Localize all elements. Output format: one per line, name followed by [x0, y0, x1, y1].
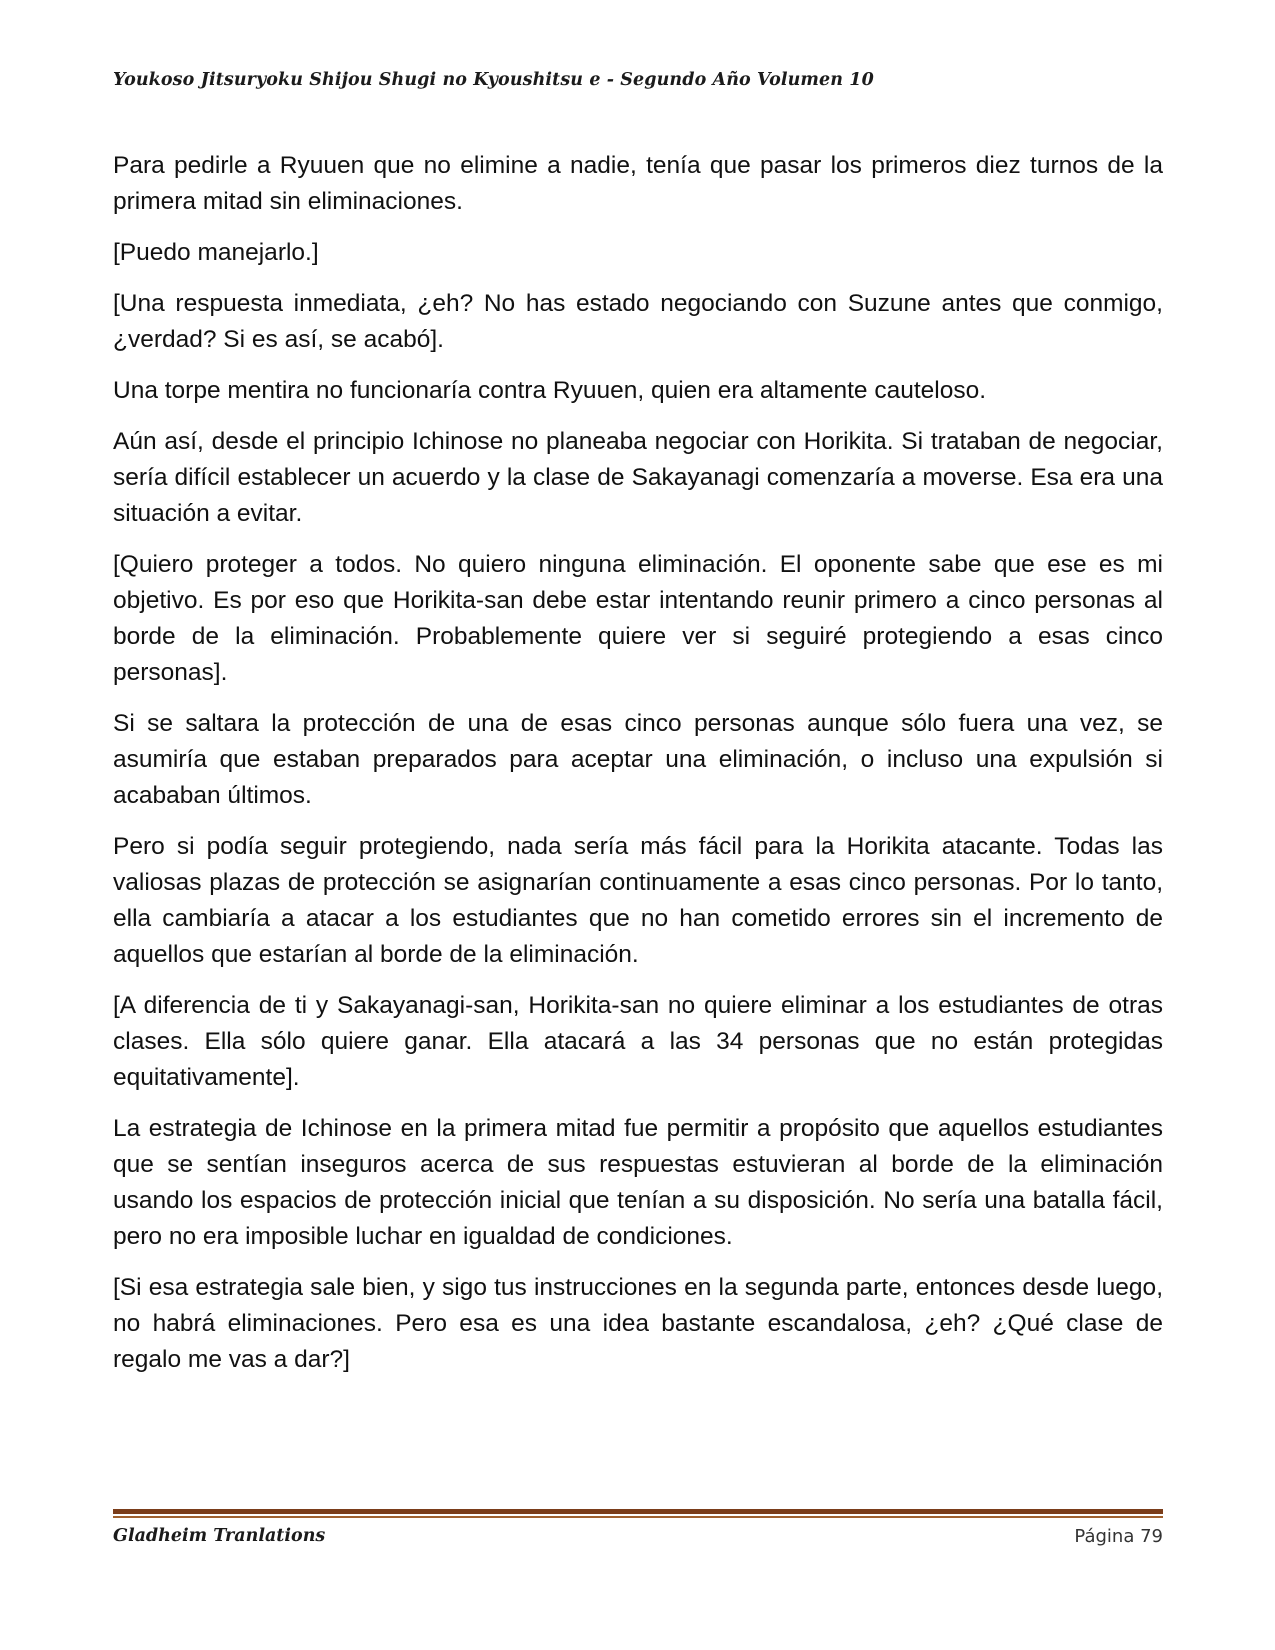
body-text — [113, 148, 1163, 1393]
paragraph: [Quiero proteger a todos. No quiero ninguna eliminación. El oponente sabe que ese es mi objetivo. Es por eso que Horikita-san debe estar intentando reunir primero a cinco personas al borde de la eliminación. Probablemente quiere ver si seguiré protegiendo a esas cinco personas]. — [113, 551, 1163, 686]
paragraph: [Puedo manejarlo.] — [113, 239, 319, 266]
paragraph: Aún así, desde el principio Ichinose no planeaba negociar con Horikita. Si trataban de negociar, sería difícil establecer un acuerdo y la clase de Sakayanagi comenzaría a moverse. Esa era una situación a evitar. — [113, 428, 1163, 527]
paragraph: Una torpe mentira no funcionaría contra Ryuuen, quien era altamente cauteloso. — [113, 377, 987, 404]
footer-credit: Gladheim Tranlations — [113, 1526, 326, 1546]
paragraph: Si se saltara la protección de una de esas cinco personas aunque sólo fuera una vez, se asumiría que estaban preparados para aceptar una eliminación, o incluso una expulsión si acababan últimos. — [113, 710, 1163, 809]
paragraph: [Una respuesta inmediata, ¿eh? No has estado negociando con Suzune antes que conmigo, ¿verdad? Si es así, se acabó]. — [113, 290, 1163, 353]
footer-divider — [113, 1509, 1163, 1518]
paragraph: [Si esa estrategia sale bien, y sigo tus instrucciones en la segunda parte, entonces desde luego, no habrá eliminaciones. Pero esa es una idea bastante escandalosa, ¿eh? ¿Qué clase de regalo me vas a dar?] — [113, 1274, 1163, 1373]
paragraph: Pero si podía seguir protegiendo, nada sería más fácil para la Horikita atacante. Todas las valiosas plazas de protección se asignarían continuamente a esas cinco personas. Por lo tanto, ella cambiaría a atacar a los estudiantes que no han cometido errores sin el incremento de aquellos que estarían al borde de la eliminación. — [113, 833, 1163, 968]
page-header-title: Youkoso Jitsuryoku Shijou Shugi no Kyoushitsu e - Segundo Año Volumen 10 — [113, 70, 874, 90]
paragraph: Para pedirle a Ryuuen que no elimine a nadie, tenía que pasar los primeros diez turnos de la primera mitad sin eliminaciones. — [113, 152, 1163, 215]
paragraph: La estrategia de Ichinose en la primera mitad fue permitir a propósito que aquellos estudiantes que se sentían inseguros acerca de sus respuestas estuvieran al borde de la eliminación usando los espacios de protección inicial que tenían a su disposición. No sería una batalla fácil, pero no era imposible luchar en igualdad de condiciones. — [113, 1115, 1163, 1250]
paragraph: [A diferencia de ti y Sakayanagi-san, Horikita-san no quiere eliminar a los estudiantes de otras clases. Ella sólo quiere ganar. Ella atacará a las 34 personas que no están protegidas equitativamente]. — [113, 992, 1163, 1091]
page-number: Página 79 — [1074, 1526, 1163, 1547]
